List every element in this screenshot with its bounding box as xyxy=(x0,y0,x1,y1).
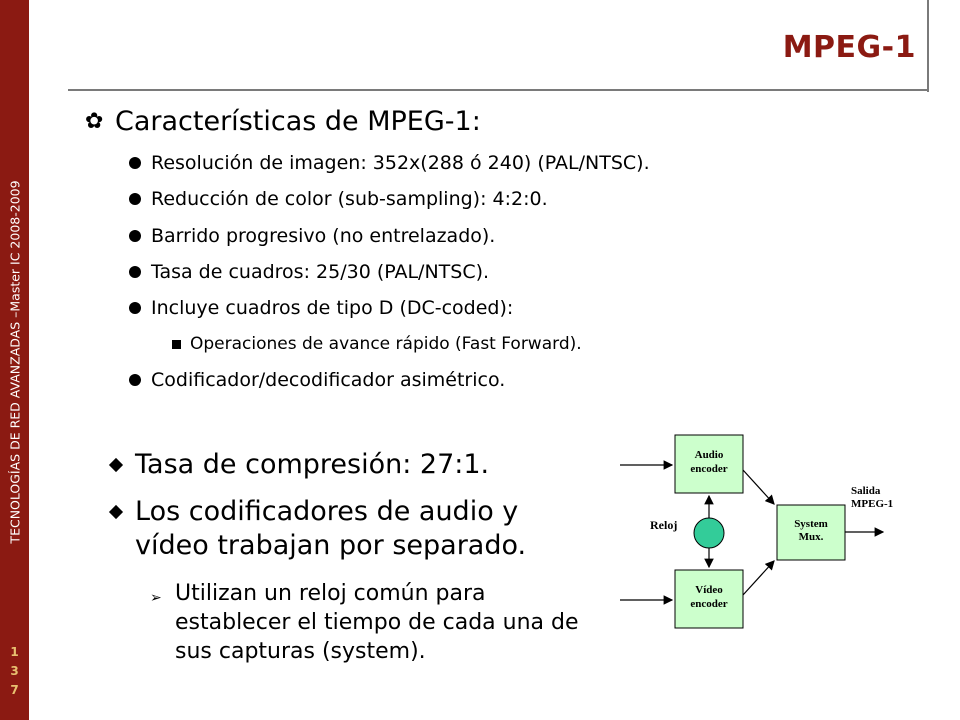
bullet-dot-icon xyxy=(129,302,141,314)
bullet-text: Resolución de imagen: 352x(288 ó 240) (PAL/NTSC). xyxy=(151,152,650,174)
compression-text: Tasa de compresión: 27:1. xyxy=(135,449,490,480)
separate-item xyxy=(107,495,577,563)
bullet-text: Codificador/decodificador asimétrico. xyxy=(151,369,506,391)
audio-to-mux-arrow xyxy=(743,470,774,504)
output-label: MPEG-1 xyxy=(851,498,894,510)
bullet-text: Tasa de cuadros: 25/30 (PAL/NTSC). xyxy=(151,261,490,283)
system-mux-label: Mux. xyxy=(798,531,824,543)
bullet-item xyxy=(129,152,650,174)
bullet-dot-icon xyxy=(129,157,141,169)
system-mux-label: System xyxy=(794,518,828,530)
bullet-dot-icon xyxy=(129,266,141,278)
bullet-text: Incluye cuadros de tipo D (DC-coded): xyxy=(151,297,514,319)
clock-label: Reloj xyxy=(650,518,678,532)
separate-text: Los codificadores de audio y vídeo trabajan por separado. xyxy=(135,496,527,561)
bullet-item xyxy=(129,188,548,210)
video-encoder-label: encoder xyxy=(690,598,728,610)
slide-title: MPEG-1 xyxy=(782,30,916,65)
main-heading-text: Características de MPEG-1: xyxy=(115,106,481,137)
page-number xyxy=(0,643,29,700)
output-label: Salida xyxy=(851,485,881,497)
video-encoder-label: Vídeo xyxy=(695,584,723,596)
diamond-bullet-icon xyxy=(109,505,123,519)
title-frame-vertical xyxy=(927,0,929,92)
page-digit: 3 xyxy=(10,664,19,678)
compression-item xyxy=(107,448,489,482)
sidebar-course-text: TECNOLOGÍAS DE RED AVANZADAS –Master IC 2008-2009 xyxy=(7,180,23,544)
video-to-mux-arrow xyxy=(743,561,774,595)
bullet-text: Reducción de color (sub-sampling): 4:2:0. xyxy=(151,188,548,210)
encoder-diagram xyxy=(620,430,930,650)
bullet-dot-icon xyxy=(129,193,141,205)
page-digit: 7 xyxy=(10,683,19,697)
bullet-dot-icon xyxy=(129,230,141,242)
clock-circle xyxy=(694,518,724,548)
bullet-item xyxy=(129,225,495,247)
bullet-item xyxy=(129,369,505,391)
bullet-item xyxy=(129,297,513,319)
sub-bullet-text: Operaciones de avance rápido (Fast Forward). xyxy=(190,334,582,354)
clock-note-text: Utilizan un reloj común para establecer el tiempo de cada una de sus capturas (system). xyxy=(175,581,579,664)
bullet-dot-icon xyxy=(129,374,141,386)
sub-bullet-item xyxy=(172,334,582,354)
clock-note-item xyxy=(150,579,595,666)
flower-bullet-icon: ✿ xyxy=(85,109,104,134)
bullet-text: Barrido progresivo (no entrelazado). xyxy=(151,225,496,247)
title-frame-horizontal xyxy=(68,89,929,91)
bullet-item xyxy=(129,261,489,283)
diamond-bullet-icon xyxy=(109,458,123,472)
square-bullet-icon xyxy=(172,340,181,349)
page-digit: 1 xyxy=(10,645,19,659)
audio-encoder-label: encoder xyxy=(690,463,728,475)
arrow-bullet-icon: ➢ xyxy=(150,590,162,606)
main-heading xyxy=(85,106,481,137)
audio-encoder-label: Audio xyxy=(694,449,724,461)
